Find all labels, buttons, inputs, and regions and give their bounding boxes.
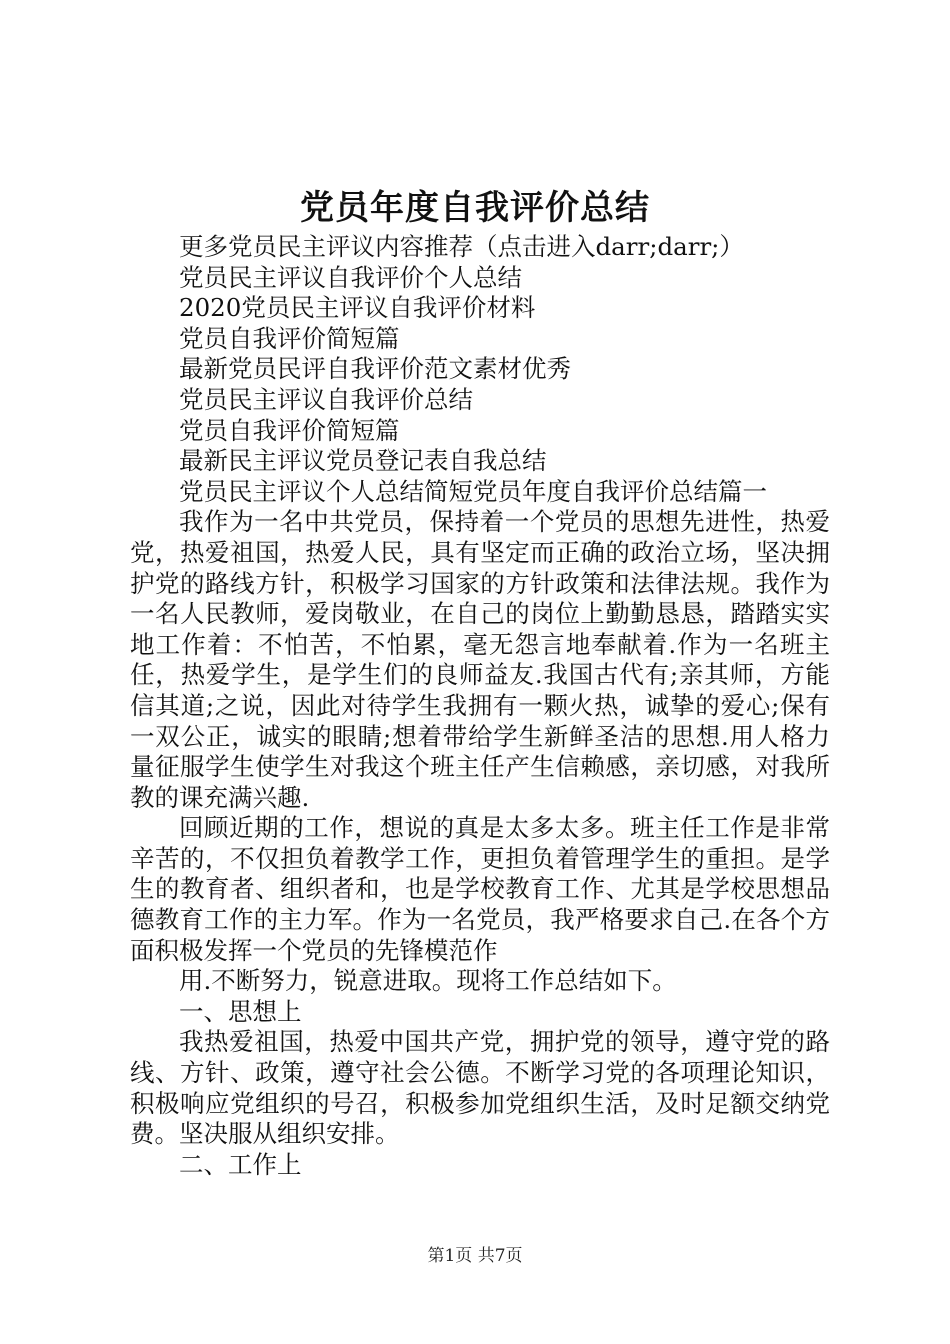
page-number: 第1页 共7页 [427, 1246, 523, 1266]
body-paragraph: 用.不断努力，锐意进取。现将工作总结如下。 [179, 966, 677, 996]
body-paragraph: 我热爱祖国，热爱中国共产党，拥护党的领导，遵守党的路线、方针、政策，遵守社会公德。不断学习党的各项理论知识，积极响应党组织的号召，积极参加党组织生活，及时足额交纳党费。坚决服从组织安排。 [130, 1027, 830, 1149]
document-title: 党员年度自我评价总结 [300, 188, 650, 228]
recommend-link[interactable]: 党员民主评议自我评价个人总结 [179, 262, 522, 292]
recommend-link[interactable]: 最新民主评议党员登记表自我总结 [179, 446, 547, 476]
recommend-link[interactable]: 党员民主评议个人总结简短党员年度自我评价总结篇一 [179, 476, 767, 506]
section-heading: 一、思想上 [179, 996, 302, 1026]
body-paragraph: 回顾近期的工作，想说的真是太多太多。班主任工作是非常辛苦的，不仅担负着教学工作，更担负着管理学生的重担。是学生的教育者、组织者和，也是学校教育工作、尤其是学校思想品德教育工作的主力军。作为一名党员，我严格要求自己.在各个方面积极发挥一个党员的先锋模范作 [130, 813, 830, 965]
recommend-link[interactable]: 党员自我评价简短篇 [179, 323, 400, 353]
section-heading: 二、工作上 [179, 1149, 302, 1179]
recommend-link[interactable]: 党员自我评价简短篇 [179, 415, 400, 445]
recommend-line: 更多党员民主评议内容推荐（点击进入darr;darr;） [179, 232, 744, 261]
recommend-link[interactable]: 党员民主评议自我评价总结 [179, 384, 473, 414]
body-paragraph: 我作为一名中共党员，保持着一个党员的思想先进性，热爱党，热爱祖国，热爱人民，具有坚定而正确的政治立场，坚决拥护党的路线方针，积极学习国家的方针政策和法律法规。我作为一名人民教师，爱岗敬业，在自己的岗位上勤勤恳恳，踏踏实实地工作着：不怕苦，不怕累，毫无怨言地奉献着.作为一名班主任，热爱学生，是学生们的良师益友.我国古代有;亲其师，方能信其道;之说，因此对待学生我拥有一颗火热，诚挚的爱心;保有一双公正，诚实的眼睛;想着带给学生新鲜圣洁的思想.用人格力量征服学生使学生对我这个班主任产生信赖感，亲切感，对我所教的课充满兴趣. [130, 507, 830, 812]
recommend-link[interactable]: 2020党员民主评议自我评价材料 [179, 293, 536, 323]
recommend-link[interactable]: 最新党员民评自我评价范文素材优秀 [179, 354, 571, 384]
document-body [130, 232, 830, 1180]
